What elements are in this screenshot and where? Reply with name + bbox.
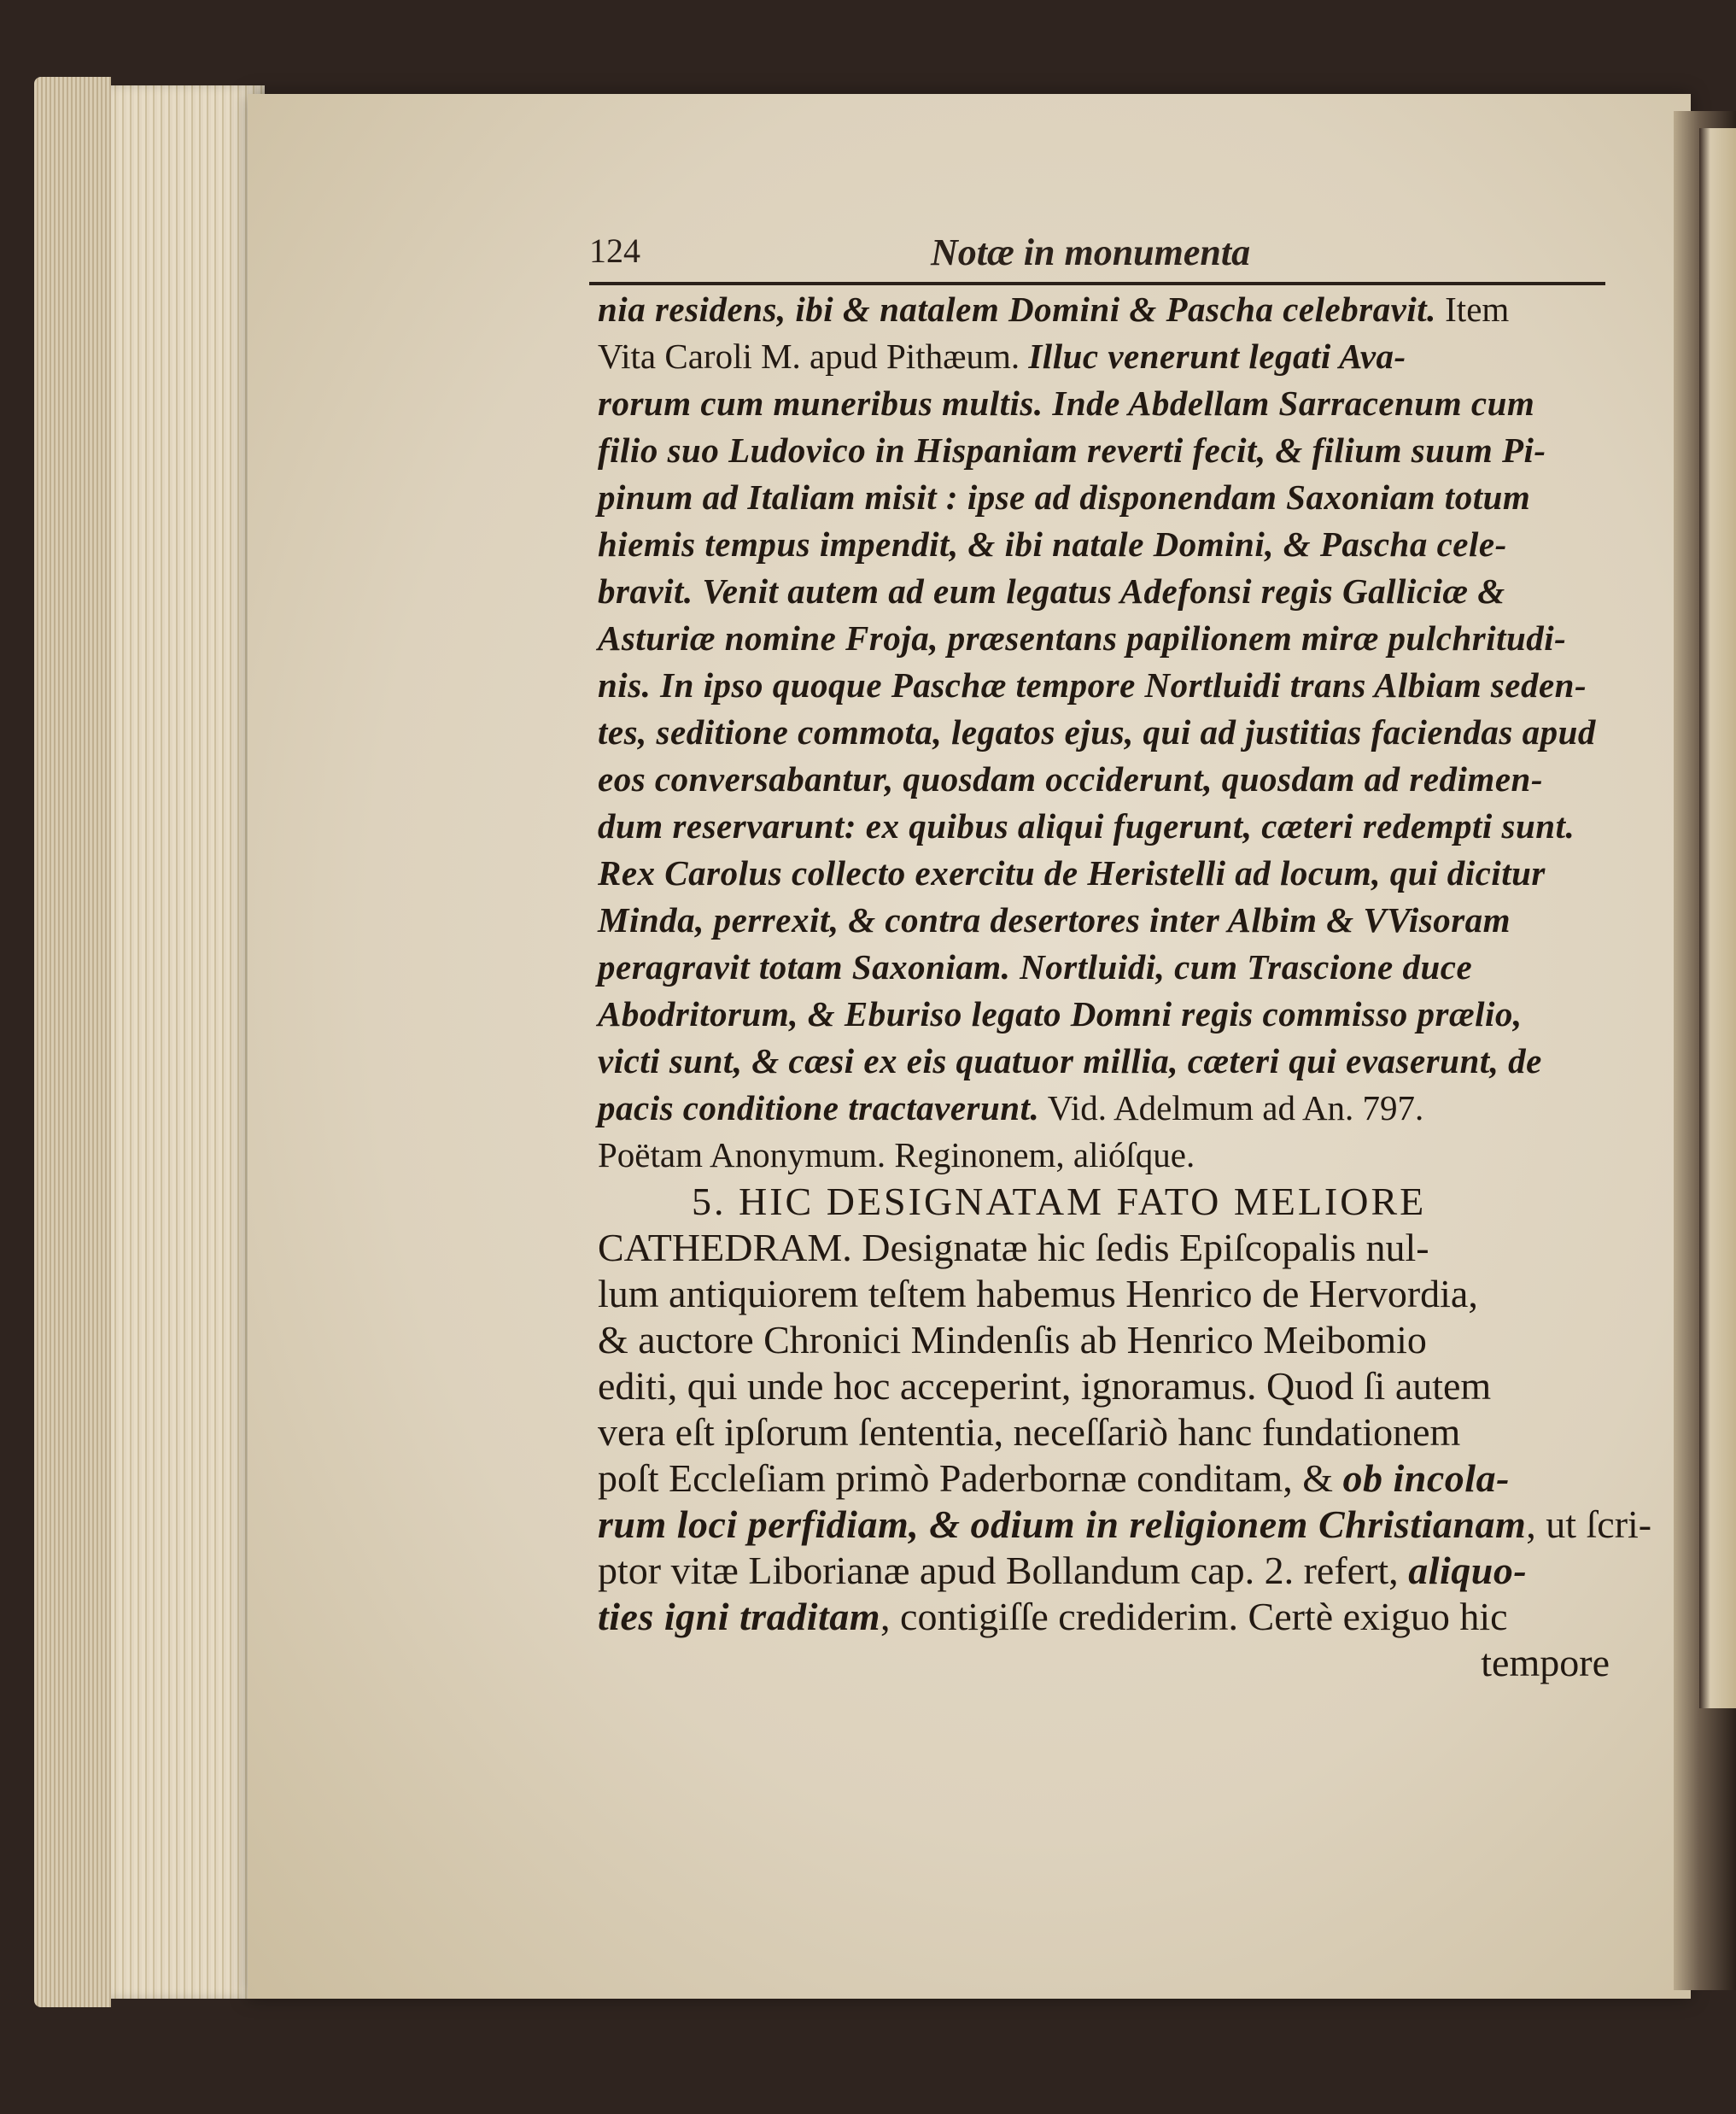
italic-text: Rex Carolus collecto exercitu de Heristelli ad locum, qui dicitur	[598, 853, 1546, 893]
italic-text: Minda, perrexit, & contra desertores inter Albim & VVisoram	[598, 900, 1511, 940]
text-line	[598, 1085, 1610, 1132]
text-line	[598, 521, 1610, 568]
text-line	[598, 1271, 1610, 1317]
italic-text: pacis conditione tractaverunt.	[598, 1088, 1040, 1127]
text-line	[598, 1548, 1610, 1594]
italic-text: eos conversabantur, quosdam occiderunt, quosdam ad redimen-	[598, 759, 1543, 799]
catchword: tempore	[1481, 1641, 1610, 1684]
roman-text: vera eſt ipſorum ſententia, neceſſariò hanc fundationem	[598, 1410, 1461, 1454]
italic-text: filio suo Ludovico in Hispaniam reverti fecit, & filium suum Pi-	[598, 430, 1546, 470]
roman-text: , ut ſcri-	[1526, 1502, 1652, 1546]
italic-text: bravit. Venit autem ad eum legatus Adefonsi regis Galliciæ &	[598, 571, 1505, 611]
roman-text: , contigiſſe crediderim. Certè exiguo hic	[880, 1595, 1508, 1638]
text-line	[598, 1179, 1610, 1225]
text-line	[598, 1502, 1652, 1548]
italic-text: hiemis tempus impendit, & ibi natale Domini, & Pascha cele-	[598, 524, 1507, 564]
italic-text: nis. In ipso quoque Paschæ tempore Nortluidi trans Albiam seden-	[598, 665, 1587, 705]
roman-text: Vid. Adelmum ad An. 797.	[1039, 1088, 1424, 1127]
italic-text: dum reservarunt: ex quibus aliqui fugerunt, cæteri redempti sunt.	[598, 806, 1575, 846]
text-line	[598, 474, 1610, 521]
roman-text: poſt Eccleſiam primò Paderbornæ conditam, &	[598, 1456, 1343, 1500]
text-line	[598, 333, 1610, 380]
roman-text: lum antiquiorem teſtem habemus Henrico de Hervordia,	[598, 1272, 1478, 1315]
italic-text: Abodritorum, & Eburiso legato Domni regis commisso prælio,	[598, 994, 1523, 1034]
italic-text: peragravit totam Saxoniam. Nortluidi, cum Trascione duce	[598, 947, 1473, 987]
roman-text: Item	[1435, 290, 1510, 329]
italic-text: rorum cum muneribus multis. Inde Abdellam Sarracenum cum	[598, 384, 1535, 423]
italic-text: ob incola-	[1342, 1456, 1510, 1500]
facing-page-edge	[1699, 128, 1736, 1708]
italic-text: victi sunt, & cæsi ex eis quatuor millia, cæteri qui evaserunt, de	[598, 1041, 1542, 1080]
roman-text: Vita Caroli M. apud Pithæum.	[598, 337, 1029, 376]
text-line	[598, 662, 1610, 709]
italic-text: nia residens, ibi & natalem Domini & Pascha celebravit.	[598, 290, 1436, 329]
text-line	[598, 709, 1610, 756]
page-stack-edge	[111, 85, 265, 1999]
roman-text: CATHEDRAM. Designatæ hic ſedis Epiſcopalis nul-	[598, 1226, 1429, 1269]
text-line	[598, 803, 1610, 850]
text-line	[598, 897, 1610, 944]
text-line	[598, 286, 1610, 333]
italic-text: pinum ad Italiam misit : ipse ad disponendam Saxoniam totum	[598, 477, 1531, 517]
page-number: 124	[589, 231, 640, 270]
roman-text: & auctore Chronici Mindenſis ab Henrico Meibomio	[598, 1318, 1427, 1362]
text-line	[598, 380, 1610, 427]
italic-text: Asturiæ nomine Froja, præsentans papilionem miræ pulchritudi-	[598, 618, 1567, 658]
italic-text: Illuc venerunt legati Ava-	[1028, 337, 1406, 376]
text-line	[598, 1132, 1610, 1179]
text-line	[598, 1363, 1610, 1409]
text-line	[598, 1594, 1610, 1640]
book-cover-edge	[34, 77, 111, 2007]
text-line	[598, 568, 1610, 615]
text-line	[598, 615, 1610, 662]
text-line	[598, 756, 1610, 803]
text-line	[598, 991, 1610, 1038]
header-rule	[589, 282, 1605, 285]
text-line	[598, 1455, 1610, 1502]
roman-text: ptor vitæ Liborianæ apud Bollandum cap. 2. refert,	[598, 1549, 1409, 1592]
italic-text: rum loci perfidiam, & odium in religionem Christianam	[598, 1502, 1527, 1546]
text-line	[598, 427, 1610, 474]
italic-text: aliquo-	[1408, 1549, 1528, 1592]
text-line	[598, 1038, 1610, 1085]
body-text	[598, 286, 1652, 1686]
italic-text: tes, seditione commota, legatos ejus, qui ad justitias faciendas apud	[598, 712, 1596, 752]
roman-text: Poëtam Anonymum. Reginonem, alióſque.	[598, 1135, 1195, 1174]
roman-text: editi, qui unde hoc acceperint, ignoramus. Quod ſi autem	[598, 1364, 1492, 1408]
page-header	[589, 231, 1605, 282]
running-title: Notæ in monumenta	[931, 231, 1251, 273]
text-line	[598, 1317, 1610, 1363]
text-line	[598, 944, 1610, 991]
text-line	[598, 1225, 1610, 1271]
text-line	[598, 850, 1610, 897]
roman-text: 5. HIC DESIGNATAM FATO MELIORE	[692, 1180, 1427, 1223]
text-line	[598, 1409, 1610, 1455]
italic-text: ties igni traditam	[598, 1595, 881, 1638]
